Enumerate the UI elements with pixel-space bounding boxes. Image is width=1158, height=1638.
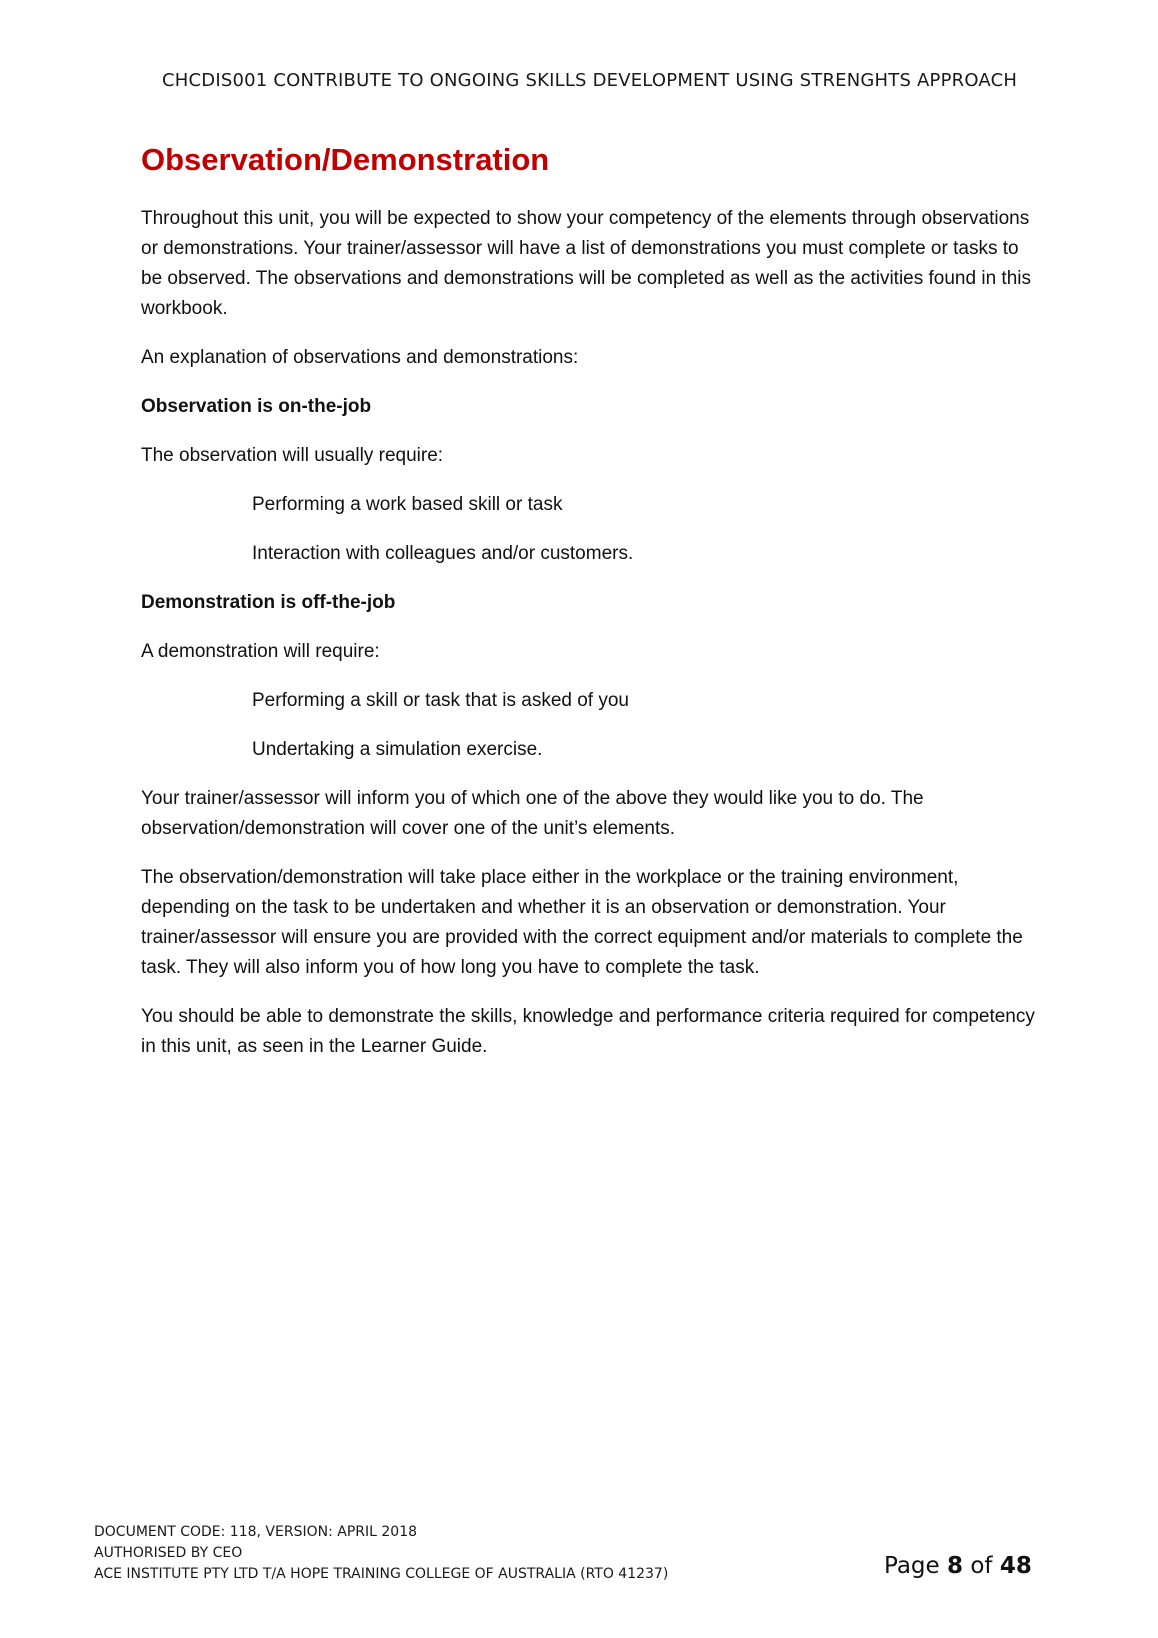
observation-item: Performing a work based skill or task xyxy=(252,494,563,515)
page-title: Observation/Demonstration xyxy=(141,142,550,177)
page-of: of xyxy=(970,1553,993,1579)
observation-heading: Observation is on-the-job xyxy=(141,396,372,417)
footer-organisation: ACE INSTITUTE PTY LTD T/A HOPE TRAINING COLLEGE OF AUSTRALIA (RTO 41237) xyxy=(94,1566,669,1582)
running-header: CHCDIS001 CONTRIBUTE TO ONGOING SKILLS DEVELOPMENT USING STRENGHTS APPROACH xyxy=(162,70,1018,91)
intro-paragraph: Throughout this unit, you will be expected to show your competency of the elements through observations or demonstrations. Your trainer/assessor will have a list of demonstrations you must complete or tasks to be observed. The observations and demonstrations will be completed as well as the activities found in this workbook. xyxy=(141,208,1031,319)
observation-item: Interaction with colleagues and/or customers. xyxy=(252,543,634,564)
page-label: Page xyxy=(884,1553,940,1579)
page-current: 8 xyxy=(947,1553,964,1579)
observation-lead: The observation will usually require: xyxy=(141,445,444,466)
page-number xyxy=(884,1551,1032,1581)
demonstration-heading: Demonstration is off-the-job xyxy=(141,592,396,613)
body-paragraph: The observation/demonstration will take place either in the workplace or the training environment, depending on the task to be undertaken and whether it is an observation or demonstration. Your trainer/assessor will ensure you are provided with the correct equipment and/or materials to complete the task. They will also inform you of how long you have to complete the task. xyxy=(141,867,1023,978)
explanation-lead: An explanation of observations and demonstrations: xyxy=(141,347,579,368)
page-total: 48 xyxy=(999,1553,1032,1579)
document-footer xyxy=(94,1522,668,1585)
demonstration-lead: A demonstration will require: xyxy=(141,641,380,662)
footer-doc-code: DOCUMENT CODE: 118, VERSION: APRIL 2018 xyxy=(94,1524,418,1540)
body-paragraph: You should be able to demonstrate the skills, knowledge and performance criteria required for competency in this unit, as seen in the Learner Guide. xyxy=(141,1006,1035,1057)
footer-authorised: AUTHORISED BY CEO xyxy=(94,1545,243,1561)
demonstration-item: Undertaking a simulation exercise. xyxy=(252,739,543,760)
body-paragraph: Your trainer/assessor will inform you of which one of the above they would like you to do. The observation/demonstration will cover one of the unit’s elements. xyxy=(141,788,924,839)
page-content xyxy=(141,140,1041,1081)
demonstration-item: Performing a skill or task that is asked of you xyxy=(252,690,629,711)
